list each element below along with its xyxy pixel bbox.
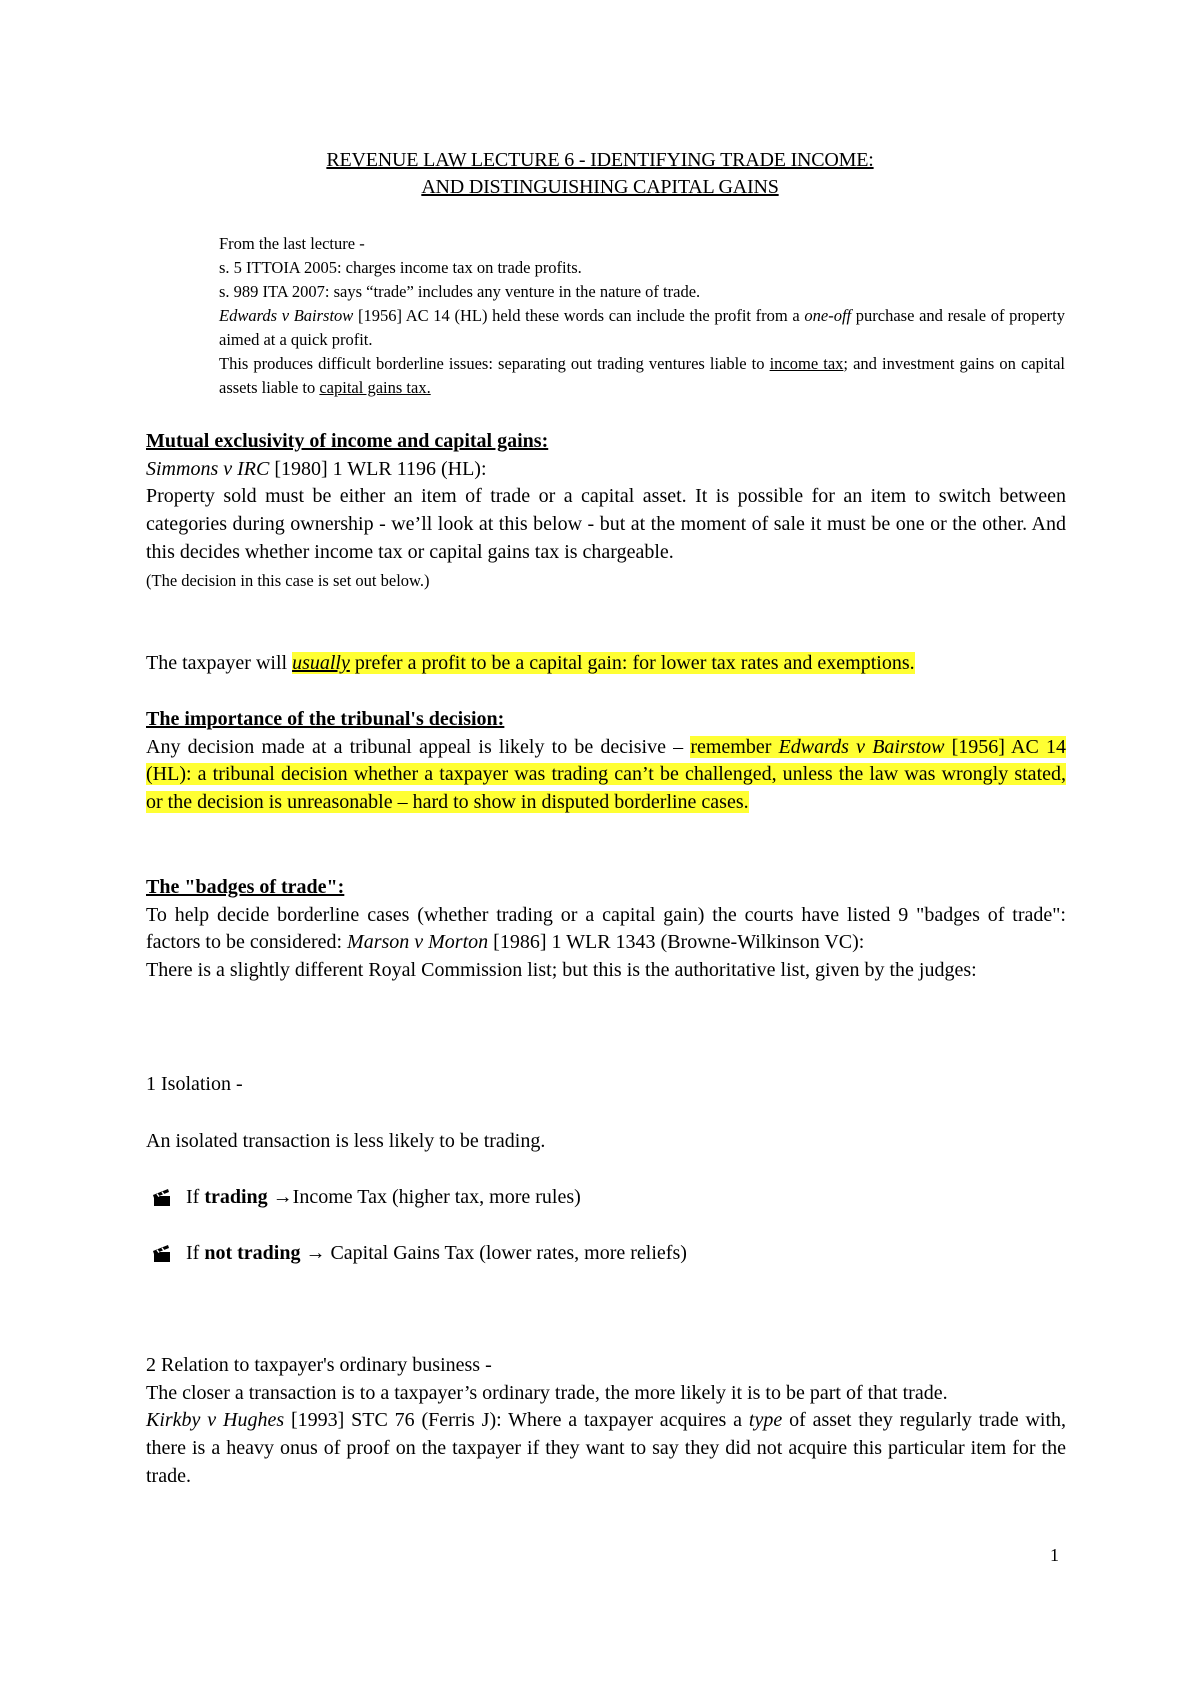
bullet-not-trading (146, 1240, 1066, 1268)
isolation-text-wrap (146, 1128, 1066, 1156)
section-heading: Mutual exclusivity of income and capital gains: (146, 430, 549, 452)
relation-section (146, 1352, 1066, 1491)
bullet-row (146, 1184, 1066, 1212)
tribunal-section (146, 706, 1066, 817)
bullet-row (146, 1240, 1066, 1268)
intro-line: s. 5 ITTOIA 2005: charges income tax on trade profits. (219, 258, 582, 277)
paragraph: To help decide borderline cases (whether trading or a capital gain) the courts have listed 9 "badges of trade": factors to be considered: Marson v Morton [1986] 1 WLR 1343 (Browne-Wilkinson VC): (146, 903, 1066, 954)
paragraph: Any decision made at a tribunal appeal is likely to be decisive – remember Edwards v Bairstow [1956] AC 14 (HL): a tribunal decision whether a taxpayer was trading can’t be challenged, unless the law was wrongly stated, or the decision is unreasonable – hard to show in disputed borderline cases. (146, 735, 1066, 814)
numbered-heading: 2 Relation to taxpayer's ordinary business - (146, 1354, 492, 1376)
paragraph: The closer a transaction is to a taxpayer’s ordinary trade, the more likely it is to be part of that trade. (146, 1381, 948, 1404)
case-name: Marson v Morton (347, 931, 489, 954)
section-heading: The "badges of trade": (146, 876, 345, 898)
highlighted-text: usually prefer a profit to be a capital gain: for lower tax rates and exemptions. (292, 652, 915, 674)
badges-section (146, 874, 1066, 985)
paragraph: Property sold must be either an item of trade or a capital asset. It is possible for an item to switch between categories during ownership - we’ll look at this below - but at the moment of sale it must be one or the other. And this decides whether income tax or capital gains tax is chargeable. (146, 485, 1066, 563)
paragraph: Kirkby v Hughes [1993] STC 76 (Ferris J): Where a taxpayer acquires a type of asset they regularly trade with, there is a heavy onus of proof on the taxpayer if they want to say they did not acquire this particular item for the trade. (146, 1409, 1067, 1487)
document-title-line-2: AND DISTINGUISHING CAPITAL GAINS (421, 176, 779, 198)
page-number: 1 (1050, 1545, 1059, 1565)
case-name: Edwards v Bairstow (778, 735, 945, 758)
taxpayer-preference (146, 650, 1066, 678)
intro-line: From the last lecture - (219, 234, 365, 253)
case-name: Kirkby v Hughes (146, 1409, 285, 1432)
paragraph: The taxpayer will usually prefer a profit to be a capital gain: for lower tax rates and exemptions. (146, 652, 915, 674)
intro-block (219, 232, 1065, 400)
isolation-section (146, 1071, 1066, 1099)
case-citation: Simmons v IRC [1980] 1 WLR 1196 (HL): (146, 457, 487, 480)
bullet-text: If not trading → Capital Gains Tax (lower rates, more reliefs) (186, 1242, 687, 1264)
paragraph: An isolated transaction is less likely to be trading. (146, 1130, 546, 1152)
bullet-trading (146, 1184, 1066, 1212)
mutual-exclusivity-section (146, 428, 1066, 594)
case-name: Simmons v IRC (146, 457, 270, 480)
bullet-text: If trading →Income Tax (higher tax, more rules) (186, 1186, 581, 1208)
highlighted-text: remember Edwards v Bairstow [1956] AC 14 (HL): a tribunal decision whether a taxpayer was trading can’t be challenged, unless the law was wrongly stated, or the decision is unreasonable – hard to show in disputed borderline cases. (146, 735, 1066, 814)
intro-paragraph: This produces difficult borderline issues: separating out trading ventures liable to income tax; and investment gains on capital assets liable to capital gains tax. (219, 354, 1065, 397)
case-name: Edwards v Bairstow (219, 306, 354, 325)
numbered-heading: 1 Isolation - (146, 1073, 243, 1095)
intro-line: s. 989 ITA 2007: says “trade” includes any venture in the nature of trade. (219, 282, 701, 301)
document-title-line-1: REVENUE LAW LECTURE 6 - IDENTIFYING TRADE INCOME: (326, 149, 874, 171)
clapperboard-icon (152, 1188, 174, 1208)
note: (The decision in this case is set out below.) (146, 570, 430, 590)
paragraph: There is a slightly different Royal Commission list; but this is the authoritative list, given by the judges: (146, 959, 977, 982)
section-heading: The importance of the tribunal's decision: (146, 708, 505, 730)
intro-paragraph: Edwards v Bairstow [1956] AC 14 (HL) held these words can include the profit from a one-off purchase and resale of property aimed at a quick profit. (219, 306, 1066, 349)
clapperboard-icon (152, 1244, 174, 1264)
